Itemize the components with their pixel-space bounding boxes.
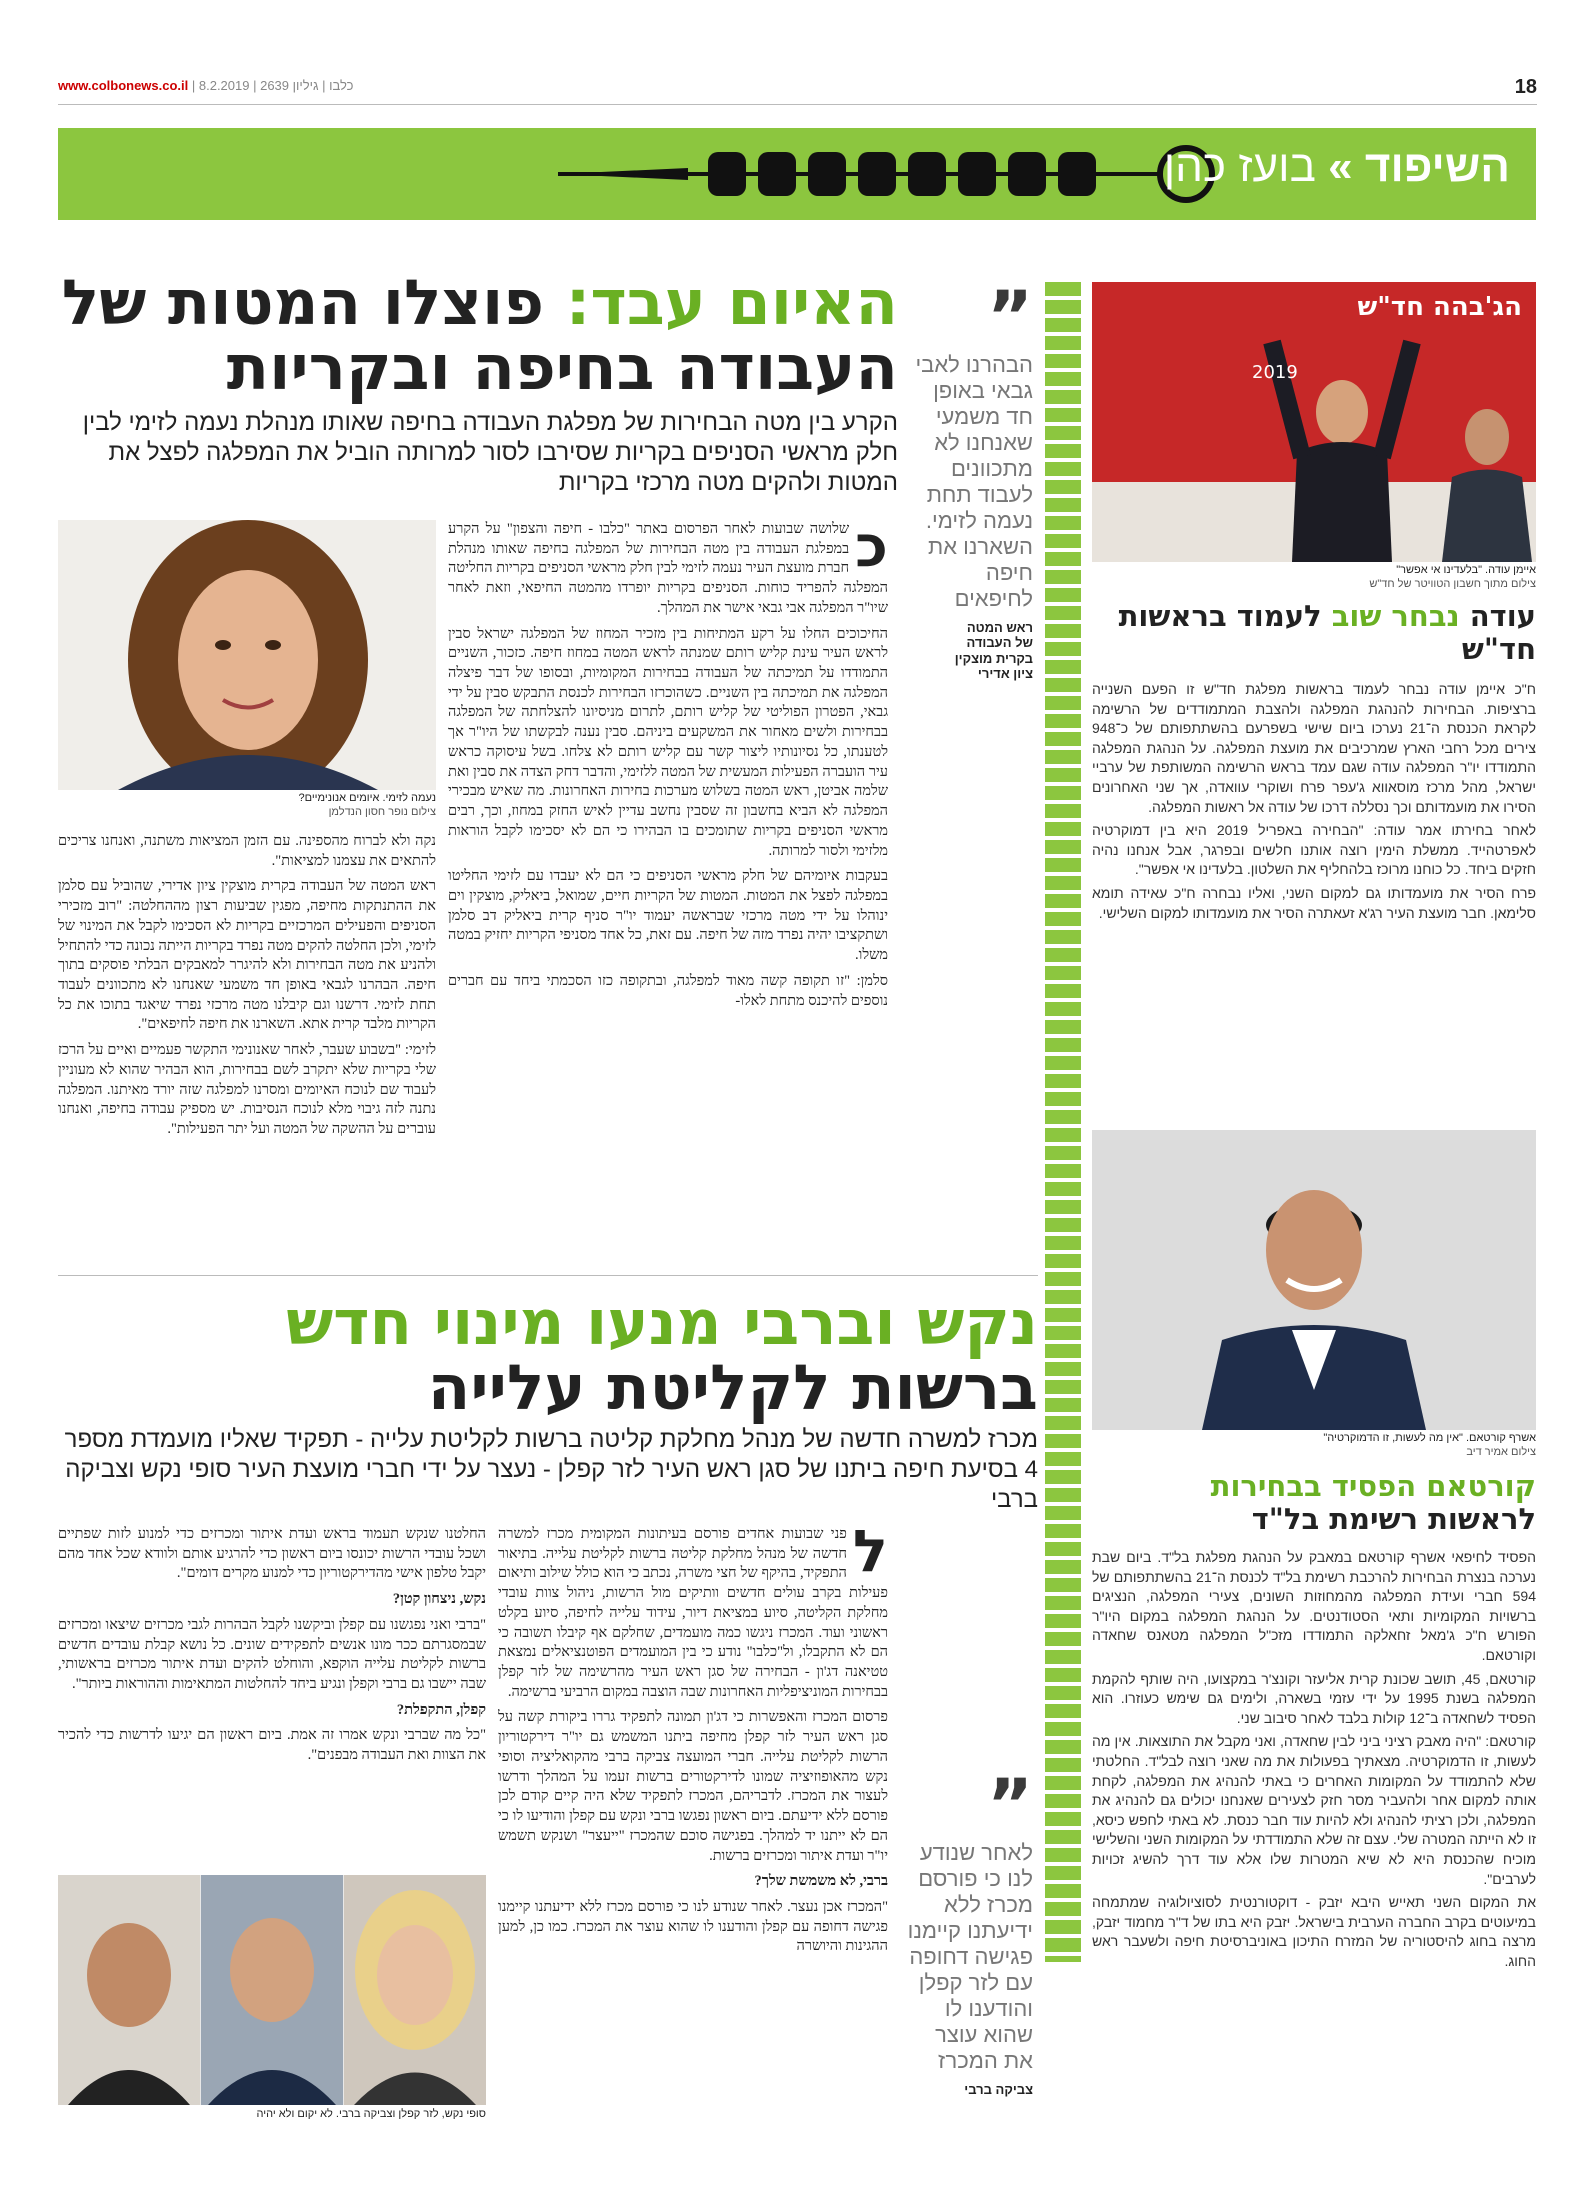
quote-marks-icon: ” bbox=[986, 276, 1033, 358]
pullquote-attribution-2: של העבודה bbox=[966, 635, 1033, 651]
article2-dek: מכרז למשרה חדשה של מנהל מחלקת קליטה ברשות לקליטת עלייה - תפקיד שאליו מועמדת מספר 4 בסיעת חיפה ביתנו של סגן ראש העיר לזר קפלן - נעצר על ידי חברי מועצת העיר סופי נקש וצביקה ברבי bbox=[64, 1426, 1038, 1513]
author-name: בועז כהן bbox=[1163, 142, 1316, 191]
dropcap: כ bbox=[855, 520, 888, 580]
page-number: 18 bbox=[1514, 76, 1537, 98]
issue-number: גיליון 2639 bbox=[260, 78, 319, 93]
sidebar1-headline bbox=[1092, 600, 1536, 667]
sidebar1-headline-part1: עודה bbox=[1469, 599, 1536, 633]
article1-headline bbox=[58, 266, 898, 405]
pullquote-text: לאחר שנודע לנו כי פורסם מכרז ללא ידיעתנו קיימנו פגישה דחופה עם לזר קפלן והודענו לו שהוא עוצר את המכרז bbox=[907, 1840, 1033, 2073]
article1-photo-caption: נעמה לזימי. איומים אנונימיים? צילום נופר חסון הנדלמן bbox=[298, 792, 436, 818]
article1-body-col1: כ שלושה שבועות לאחר הפרסום באתר "כלבו - חיפה והצפון" על הקרע במפלגת העבודה בין מטה הבחירות של המפלגה בחיפה שאותו מנהלת חברת מועצת העיר נעמה לזימי לבין חלק מראשי הסניפים בקריות החליטה המפלגה להפריד כוחות. הסניפים בקריות יופרדו מהמטה החיפאי, וזאת לאחר שיו"ר המפלגה אבי גבאי אישר את המהלך. החיכוכים החלו על רקע המתיחות בין מזכיר המחוז של המפלגה ישראל סבין לראש העיר עינת קליש רותם שמנתה לראש המטה במחוז חיפה. כזכור, השניים התמודדו על תמיכתה של העבודה בבחירות המקומיות, ובסופו של דבר פיצלה המפלגה את תמיכתה בין השניים. כשהוכרזו הבחירות לכנסת התבקש סבין על ידי גבאי, הפטרון הפוליטי של קליש רותם, לתרום מניסיונו להצלחתה של המפלגה בבחירות ולשים מאחור את המשקעים ביניהם. סבין נענה לבקשתו של היו"ר אך לטענתו, כל נסיונותיו ליצור קשר עם קליש רותם לא צלחו. בשל עיסוקה כראש עיר הועברה הפעילות המעשית של המטה ללזימי, והדבר דחק הצדה את סבין ואת שלמה אביטן, ראש המטה בשלוש מערכות בחירות האחרונות. מה שאיש מבכירי המפלגה לא הביא בחשבון זה שסבין נחשב עדיין לאיש החזק במחוז, וכך, רבים מראשי הסניפים בקריות שתומכים בו הבהירו כי הם לא יסכימו לקבל הוראות מלזימי ולסור למרותה. בעקבות איומיהם של חלק מראשי הסניפים כי הם לא יעבדו עם לזימי החליטו במפלגה לפצל את המטות. המטות של הקריות חיים, שמואל, ביאליק, מוצקין וים ינוהלו על ידי מטה מרכזי שבראשה יעמוד יו"ר סניף קרית ביאליק דב סלמן ושתקציבו יהיה נפרד מזה של חיפה. עם זאת, כל אחד מסניפי הקריות יחזיק במטה משלו. סלמן: "זו תקופה קשה מאוד למפלגה, ובתקופה כזו הסכמתי ביחד עם חברים נוספים להיכנס מתחת לאלו- bbox=[448, 520, 888, 1009]
quote-marks-icon: ” bbox=[986, 1764, 1033, 1846]
article2-headline-highlight: נקש וברבי מנעו מינוי חדש bbox=[286, 1286, 1038, 1359]
sidebar1-photo-caption: איימן עודה. "בלעדינו אי אפשר" צילום מתוך חשבון הטוויטר של חד"ש bbox=[1369, 564, 1536, 590]
masthead-meta: www.colbonews.co.il | כלבו | גיליון 2639 | 8.2.2019 bbox=[58, 78, 354, 93]
sidebar1-body: ח"כ איימן עודה נבחר לעמוד בראשות מפלגת חד"ש זו הפעם השנייה ברציפות. הבחירות להנהגת המפלגה ולהצבת המתמודדים של הרשימה לקראת הכנסת ה־21 נערכו ביום שישי בשפרעם בהשתתפותם של כ־948 צירים מכל רחבי הארץ שמרכיבים את מועצת המפלגה. על הנהגת המפלגה התמודדו יו"ר המפלגה עודה שגם עמד בראש הרשימה המשותפת של ערביי ישראל, מהל מרכז מוסאווא ג'עפר פרח ושוקרי עוואדה, אך שני האחרונים הסירו את מועמדותם וכך נסללה דרכו של עודה אל ראשות המפלגה. לאחר בחירתו אמר עודה: "הבחירה באפריל 2019 היא בין דמוקרטיה לאפרטהייד. ממשלת הימין רוצה אותנו חלשים ובפרגר, אבל אנחנו נהיה חזקים ביחד. כל כוחנו מרוכז בלהחליף את השלטון. בלעדינו אי אפשר". פרח הסיר את מועמדותו גם למקום השני, ואליו נבחרה ח"כ עאידה תומא סלימאן. חבר מועצת העיר רג'א זעאתרה הסיר את מועמדותו למקום השלישי. bbox=[1092, 681, 1536, 921]
article1-headline-main: פוצלו המטות של העבודה בחיפה ובקריות bbox=[61, 266, 898, 405]
brand-name: כלבו bbox=[329, 78, 354, 93]
article1-dek: הקרע בין מטה הבחירות של מפלגת העבודה בחיפה שאותו מנהלת נעמה לזימי לבין חלק מראשי הסניפים בקריות שסירבו לסור למרותה הוביל את המפלגה לפצל את המטות ולהקים מטה מרכזי בקריות bbox=[82, 409, 898, 496]
dropcap: ל bbox=[852, 1525, 888, 1585]
article1-body-col2: נקה ולא לברוח מהספינה. עם הזמן המציאות משתנה, ואנחנו צריכים להתאים את עצמנו למציאות". ראש המטה של העבודה בקרית מוצקין ציון אדירי, שהוביל עם סלמן את ההתנתקות מחיפה, מפגין שביעות רצון מההחלטה: "רוב מזכירי הסניפים והפעילים המרכזיים בקריות לא הסכימו לקבל את המינוי של לזימי, ולכן החלטה להקים מטה נפרד בקריות הייתה נכונה כדי להתחיל ולהניע את מטה הבחירות ולא להיגרר למאבקים הבלתי פוסקים בתוך חיפה. הבהרנו לגבאי באופן חד משמעי שאנחנו לא מתכוונים לעבוד תחת לזימי. דרשנו וגם קיבלנו מטה מרכזי נפרד שיאגד בתוכו את כל הקריות מלבד קרית אתא. השארנו את חיפה לחיפאים". לזימי: "בשבוע שעבר, לאחר שאנונימי התקשר פעמיים ואיים על הרכז שלי בקריות שלא יתקרב לשם בבחירות, הוא הבהיר שהוא לא מעוניין לעבוד שם לנוכח האיומים ומסרנו למפלגה שזה יורד מאיתנו. המפלגה נתנה לזה גיבוי מלא לנוכח הנסיבות. יש מספיק עבודה בחיפה, ואנחנו עוברים על ההשקה של המטה ועל יתר הפעילות". bbox=[58, 833, 436, 1138]
article2-body-col2: החלטנו שנקש תעמוד בראש ועדת איתור ומכרזים כדי למנוע לזות שפתיים ושכל עובדי הרשות יכונסו ביום ראשון כדי להרגיע אותם ולוודא שכל אחד מהם יקבל טלפון אישי מהדירקטוריון כדי למנוע מקרים דומים". נקש, ניצחון קטן? "ברבי ואני נפגשנו עם קפלן וביקשנו לקבל הבהרות לגבי מכרזים שיצאו ומכרזים שבמסגרתם ככר מונו אנשים לתפקידים שונים. כל נושא קבלת עובדים חדשים ברשות לקליטת עלייה הוקפא, והוחלט להקים ועדת איתור מכרזים בראשותי, שבה יישבו גם ברבי וקפלן ונגיע ביחד להחלטות המתאימות וההוראות ביותר". קפלן, התקפלת? "כל מה שברבי ונקש אמרו זה אמת. ביום ראשון הם יגיעו לדרשות כדי להכיר את הצוות ואת העבודה מבפנים". bbox=[58, 1526, 486, 1764]
rally-stage-icon bbox=[1092, 282, 1536, 562]
pullquote-attribution: צביקה ברבי bbox=[964, 2081, 1033, 2097]
poster-text: הג'בהה חד"ש bbox=[1357, 292, 1522, 322]
top-divider bbox=[58, 104, 1537, 105]
pullquote-text: הבהרנו לאבי גבאי באופן חד משמעי שאנחנו לא מתכוונים לעבוד תחת נעמה לזימי. השארנו את חיפה לחיפאים bbox=[915, 352, 1033, 611]
article1-photo bbox=[58, 520, 436, 790]
site-url[interactable]: www.colbonews.co.il bbox=[58, 78, 189, 93]
sidebar2-photo-caption: אשרף קורטאם. "אין מה לעשות, זו הדמוקרטיה" צילום אמיר דיב bbox=[1323, 1432, 1536, 1458]
sidebar-divider-strip bbox=[1045, 282, 1081, 1962]
article2-headline bbox=[58, 1286, 1038, 1425]
article2-body-col1: ל פני שבועות אחדים פורסם בעיתונות המקומית מכרז למשרה חדשה של מנהל מחלקת קליטה ברשות לקליטת עלייה. בתיאור התפקיד, בהיקף של חצי משרה, נכתב כי הוא כולל שילוב ותיאום פעילות בקרב עולים חדשים וותיקים מול הרשות, ניהול צוות עובדי מחלקת הקליטה, סיוע במציאת דיור, עידוד עלייה לחיפה, סיוע בקלט ראשוני ועוד. המכרז ניגשו כמה מועמדים, שחלקם אף קיבלו תשובה כי הם לא התקבלו, ול"כלבו" נודע כי בין המועמדים הפוטנציאלים נמצאת טטיאנה דג'ון - הבחירה של סגן ראש העיר מהרשימה של לזר קפלן בבחירות המוניציפליות האחרונות שבה הוצבה במקום הרביעי ברשימה. פרסום המכרז והאפשרות כי דג'ון תמונה לתפקיד גררו ביקורת קשה על סגן ראש העיר לזר קפלן מחיפה ביתנו המשמש גם יו"ר דירקטוריון הרשות לקליטת עלייה. חברי המועצה צביקה ברבי מהקואליציה וסופי נקש מהאופוזיציה שמונו לדירקטורים ברשות זעמו על המהלך ודרשו לעצור את המכרז. לדבריהם, המכרז לתפקיד שלא היה קיים קודם לכן פורסם ללא ידיעתם. ביום ראשון נפגשו ברבי ונקש עם קפלן והודיעו לו כי הם לא ייתנו יד למהלך. בפגישה סוכם שהמכרז "ייעצר" ושנקש תשמש יו"ר ועדת איתור ומכרזים ברשות. ברבי, לא משמשת שלך? "המכרז אכן נעצר. לאחר שנודע לנו כי פורסם מכרז ללא ידיעתנו קיימנו פגישה דחופה עם קפלן והודענו לו שהוא עוצר את המכרז. כמו כן, למען ההגינות והיושרה bbox=[498, 1525, 888, 1955]
sidebar2-headline-main: לראשות רשימת בל"ד bbox=[1251, 1502, 1536, 1537]
article2-pullquote bbox=[905, 1764, 1033, 2097]
portrait-woman-icon bbox=[58, 520, 436, 790]
sidebar2-photo bbox=[1092, 1130, 1536, 1430]
sidebar1-headline-highlight: נבחר שוב bbox=[1331, 599, 1460, 633]
column-banner bbox=[58, 128, 1536, 220]
article1-headline-highlight: האיום עבד: bbox=[565, 266, 898, 339]
sidebar2-headline-highlight: קורטאם הפסיד בבחירות bbox=[1210, 1469, 1536, 1503]
article2-headline-main: ברשות לקליטת עלייה bbox=[427, 1351, 1038, 1425]
article2-photo bbox=[58, 1875, 486, 2105]
three-portraits-icon bbox=[58, 1875, 486, 2105]
pullquote-attribution-4: ציון אדירי bbox=[977, 666, 1033, 682]
issue-date: 8.2.2019 bbox=[198, 78, 250, 93]
article-divider bbox=[58, 1275, 1038, 1276]
article1-pullquote bbox=[905, 276, 1033, 682]
portrait-man-icon bbox=[1092, 1130, 1536, 1430]
skewer-icon bbox=[558, 142, 1228, 206]
banner-title bbox=[1164, 142, 1510, 192]
arrow-icon: » bbox=[1328, 142, 1353, 191]
section-name: השיפוד bbox=[1364, 142, 1510, 191]
poster-year: 2019 bbox=[1252, 362, 1298, 383]
sidebar1-headline-part2: לעמוד בראשות חד"ש bbox=[1118, 599, 1536, 667]
sidebar2-headline bbox=[1092, 1470, 1536, 1537]
sidebar1-photo bbox=[1092, 282, 1536, 562]
sidebar2-body: הפסיד לחיפאי אשרף קורטאם במאבק על הנהגת מפלגת בל"ד. ביום שבת נערכה בנצרת הבחירות להרכבת רשימת בל"ד לכנסת ה־21 בהשתתפותם של 594 חברי ועידת המפלגה מהמחוזות השונים, צעירי המפלגה, הנציגים ברשויות המקומיות ותאי הסטודנטים. על הנהגת המפלגה במקום היו"ר הפורש ח"כ ג'מאל זחאלקה התמודדו מזכ"ל המפלגה מטאנס שחאדה וקורטאם. קורטאם, 45, תושב שכונת קרית אליעזר וקונצ'ר במקצועו, היה שותף להקמת המפלגה בשנת 1995 על ידי עזמי בשארה, ולימים גם שימש כעוזרו. הוא הפסיד לשחאדה ב־12 קולות בלבד לאחר סיבוב שני. קורטאם: "היה מאבק רציני ביני לבין שחאדה, ואני מקבל את התוצאות. אין מה לעשות, זו הדמוקרטיה. מצאתיך בפעולות את מה שאני רוצה לבל"ד. החלטתי שלא להתמודד על המקומות האחרים כי באתי להנהיג את המפלגה, לקחת אותה למקום אחר ולהעביר מסר חזק לצעירים שאנחנו יכולים גם להנהיג את המפלגה, ולכן רציתי להנהיג ולא להיות עוד חבר כנסת. לא באתי לחפש כיסא, זו לא הייתה המטרה שלי. עצם זה שלא התמודדתי על המקומות השני והשלישי מוכיח שהכנסת היא לא שיא המטרות שלו אלא עוד דרך להשיג זכויות לערבים". את המקום השני תאייש היבא יזבק - דוקטורנטית לסוציולוגיה שמתמחה במיעוטים בקרב החברה הערבית בישראל. יזבק היא בתו של ד"ר מחמוד יזבק, מרצה בחוג להיסטוריה של המזרח התיכון באוניברסיטת חיפה ולשעבר ראש החוג. bbox=[1092, 1549, 1536, 1969]
pullquote-attribution-3: בקרית מוצקין bbox=[954, 650, 1033, 666]
pullquote-attribution-1: ראש המטה bbox=[966, 619, 1033, 635]
article2-photo-caption: סופי נקש, לזר קפלן וצביקה ברבי. לא יקום ולא יהיה bbox=[256, 2108, 486, 2120]
